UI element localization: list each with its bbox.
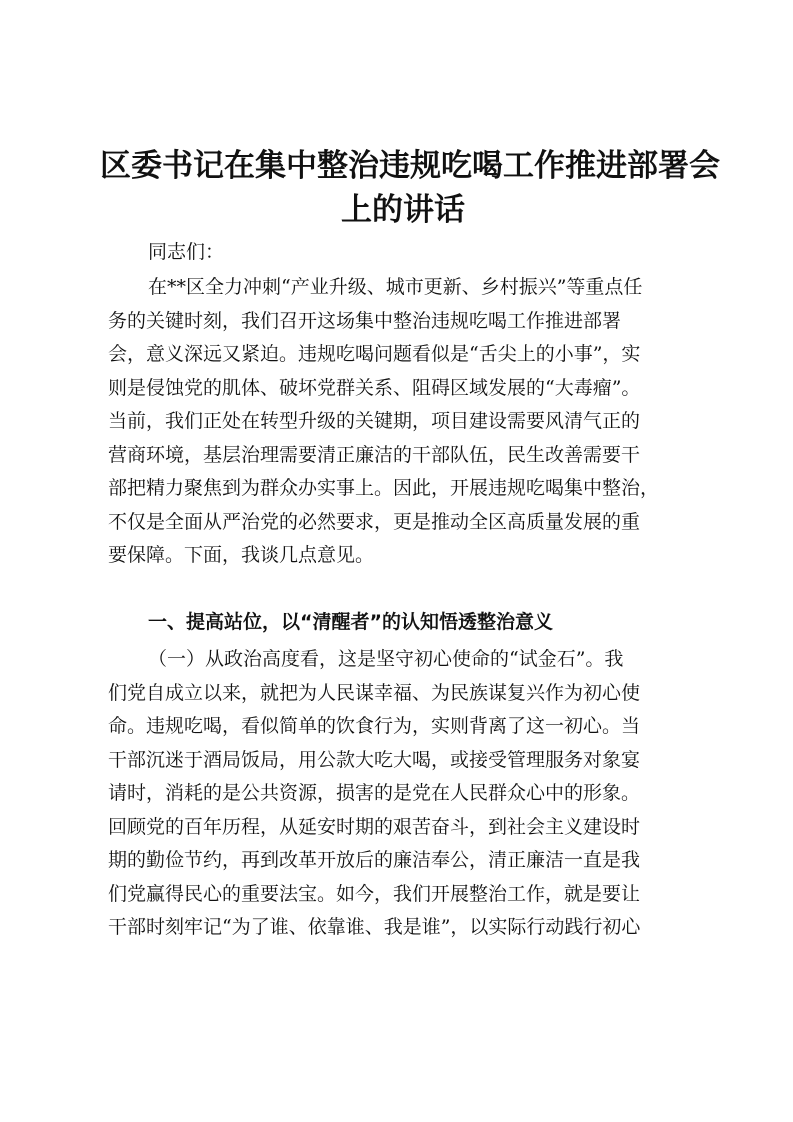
paragraph-line: 干部时刻牢记“为了谁、依靠谁、我是谁”，以实际行动践行初心 <box>108 916 641 938</box>
section-heading-text: 一、提高站位，以“清醒者”的认知悟透整治意义 <box>148 611 553 633</box>
paragraph-line: 营商环境，基层治理需要清正廉洁的干部队伍，民生改善需要干 <box>108 443 641 466</box>
paragraph-line: 务的关键时刻，我们召开这场集中整治违规吃喝工作推进部署 <box>108 309 622 332</box>
section-heading-1 <box>108 606 688 640</box>
paragraph-line: 请时，消耗的是公共资源，损害的是党在人民群众心中的形象。 <box>108 782 641 804</box>
paragraph-line: 在**区全力冲刺“产业升级、城市更新、乡村振兴”等重点任 <box>148 276 643 298</box>
paragraph-line: 干部沉迷于酒局饭局，用公款大吃大喝，或接受管理服务对象宴 <box>108 748 641 771</box>
paragraph-line: 回顾党的百年历程，从延安时期的艰苦奋斗，到社会主义建设时 <box>108 815 641 838</box>
paragraph-1 <box>108 271 688 573</box>
greeting <box>108 236 688 270</box>
paragraph-line: 部把精力聚焦到为群众办实事上。因此，开展违规吃喝集中整治， <box>108 477 660 499</box>
paragraph-line: （一）从政治高度看，这是坚守初心使命的“试金石”。我 <box>148 648 624 670</box>
paragraph-line: 则是侵蚀党的肌体、破坏党群关系、阻碍区域发展的“大毒瘤”。 <box>108 376 641 399</box>
paragraph-line: 们党自成立以来，就把为人民谋幸福、为民族谋复兴作为初心使 <box>108 681 641 704</box>
paragraph-2 <box>108 643 688 945</box>
paragraph-line: 会，意义深远又紧迫。违规吃喝问题看似是“舌尖上的小事”，实 <box>108 343 641 365</box>
paragraph-line: 要保障。下面，我谈几点意见。 <box>108 544 375 566</box>
paragraph-line: 们党赢得民心的重要法宝。如今，我们开展整治工作，就是要让 <box>108 882 641 905</box>
document-title-line-2: 上的讲话 <box>341 192 465 228</box>
greeting-text: 同志们： <box>148 241 225 263</box>
paragraph-line: 命。违规吃喝，看似简单的饮食行为，实则背离了这一初心。当 <box>108 715 641 737</box>
paragraph-line: 期的勤俭节约，再到改革开放后的廉洁奉公，清正廉洁一直是我 <box>108 849 641 871</box>
document-title-line-1: 区委书记在集中整治违规吃喝工作推进部署会 <box>100 148 720 184</box>
paragraph-line: 不仅是全面从严治党的必然要求，更是推动全区高质量发展的重 <box>108 510 641 533</box>
paragraph-line: 当前，我们正处在转型升级的关键期，项目建设需要风清气正的 <box>108 410 641 432</box>
